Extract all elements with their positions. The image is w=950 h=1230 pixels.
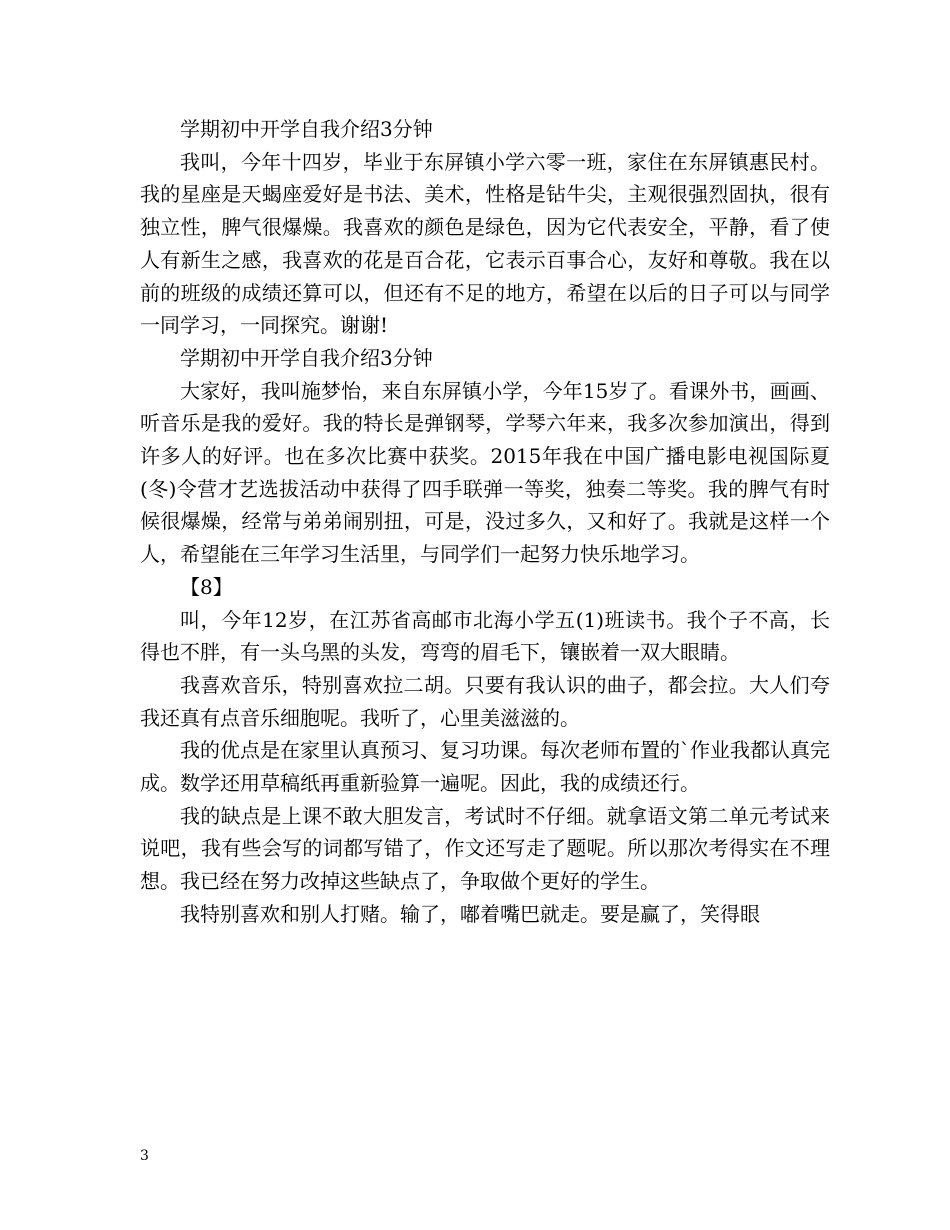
body-paragraph: 叫，今年12岁，在江苏省高邮市北海小学五(1)班读书。我个子不高，长得也不胖，有一头乌黑的头发，弯弯的眉毛下，镶嵌着一双大眼睛。	[140, 607, 830, 665]
document-body	[140, 113, 830, 931]
section-heading: 学期初中开学自我介绍3分钟	[180, 117, 433, 141]
body-paragraph: 我叫，今年十四岁，毕业于东屏镇小学六零一班，家住在东屏镇惠民村。我的星座是天蝎座爱好是书法、美术，性格是钻牛尖，主观很强烈固执，很有独立性，脾气很爆燥。我喜欢的颜色是绿色，因为它代表安全，平静，看了使人有新生之感，我喜欢的花是百合花，它表示百事合心，友好和尊敬。我在以前的班级的成绩还算可以，但还有不足的地方，希望在以后的日子可以与同学一同学习，一同探究。谢谢!	[140, 149, 830, 338]
section-marker: 【8】	[180, 574, 233, 599]
body-paragraph: 我的优点是在家里认真预习、复习功课。每次老师布置的`作业我都认真完成。数学还用草稿纸再重新验算一遍呢。因此，我的成绩还行。	[140, 738, 830, 796]
body-paragraph: 大家好，我叫施梦怡，来自东屏镇小学，今年15岁了。看课外书，画画、听音乐是我的爱好。我的特长是弹钢琴，学琴六年来，我多次参加演出，得到许多人的好评。也在多次比赛中获奖。2015年我在中国广播电影电视国际夏(冬)令营才艺选拔活动中获得了四手联弹一等奖，独奏二等奖。我的脾气有时候很爆燥，经常与弟弟闹别扭，可是，没过多久，又和好了。我就是这样一个人，希望能在三年学习生活里，与同学们一起努力快乐地学习。	[140, 378, 830, 567]
page-number: 3	[140, 1148, 149, 1164]
section-heading: 学期初中开学自我介绍3分钟	[180, 345, 433, 370]
body-paragraph: 我特别喜欢和别人打赌。输了，嘟着嘴巴就走。要是赢了，笑得眼	[180, 901, 760, 926]
body-paragraph: 我喜欢音乐，特别喜欢拉二胡。只要有我认识的曲子，都会拉。大人们夸我还真有点音乐细胞呢。我听了，心里美滋滋的。	[140, 672, 830, 730]
body-paragraph: 我的缺点是上课不敢大胆发言，考试时不仔细。就拿语文第二单元考试来说吧，我有些会写的词都写错了，作文还写走了题呢。所以那次考得实在不理想。我已经在努力改掉这些缺点了，争取做个更好的学生。	[140, 803, 830, 894]
